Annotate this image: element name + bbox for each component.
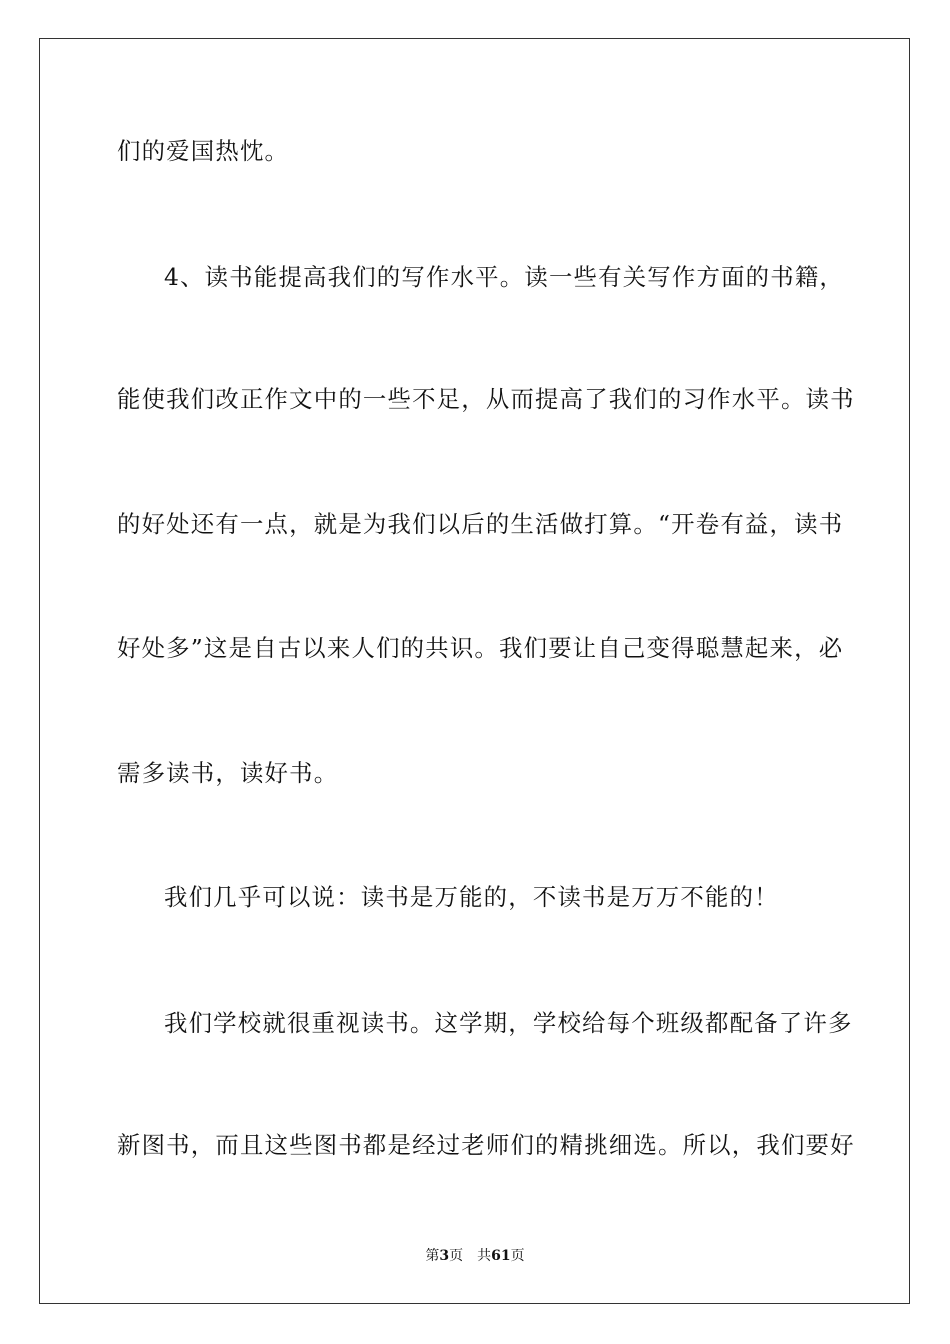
footer-total-pages: 61 [491,1248,511,1264]
paragraph-line-4: 的好处还有一点，就是为我们以后的生活做打算。“开卷有益，读书 [117,510,844,538]
paragraph-line-1: 们的爱国热忱。 [117,137,290,165]
footer-total-prefix: 共 [477,1248,492,1264]
paragraph-line-8: 我们学校就很重视读书。这学期，学校给每个班级都配备了许多 [164,1009,853,1037]
paragraph-line-3: 能使我们改正作文中的一些不足，从而提高了我们的习作水平。读书 [117,385,855,413]
page-footer [0,1247,950,1265]
paragraph-line-7: 我们几乎可以说：读书是万能的，不读书是万万不能的！ [164,883,779,911]
footer-page-suffix: 页 [449,1248,464,1264]
footer-page-number: 3 [439,1248,450,1264]
paragraph-line-2: 4、读书能提高我们的写作水平。读一些有关写作方面的书籍， [164,263,845,291]
footer-page-prefix: 第 [425,1248,440,1264]
footer-total-suffix: 页 [510,1248,525,1264]
paragraph-line-6: 需多读书，读好书。 [117,759,339,787]
page-border [39,38,910,1304]
paragraph-line-9: 新图书，而且这些图书都是经过老师们的精挑细选。所以，我们要好 [117,1131,855,1159]
paragraph-line-5: 好处多”这是自古以来人们的共识。我们要让自己变得聪慧起来，必 [117,634,844,662]
